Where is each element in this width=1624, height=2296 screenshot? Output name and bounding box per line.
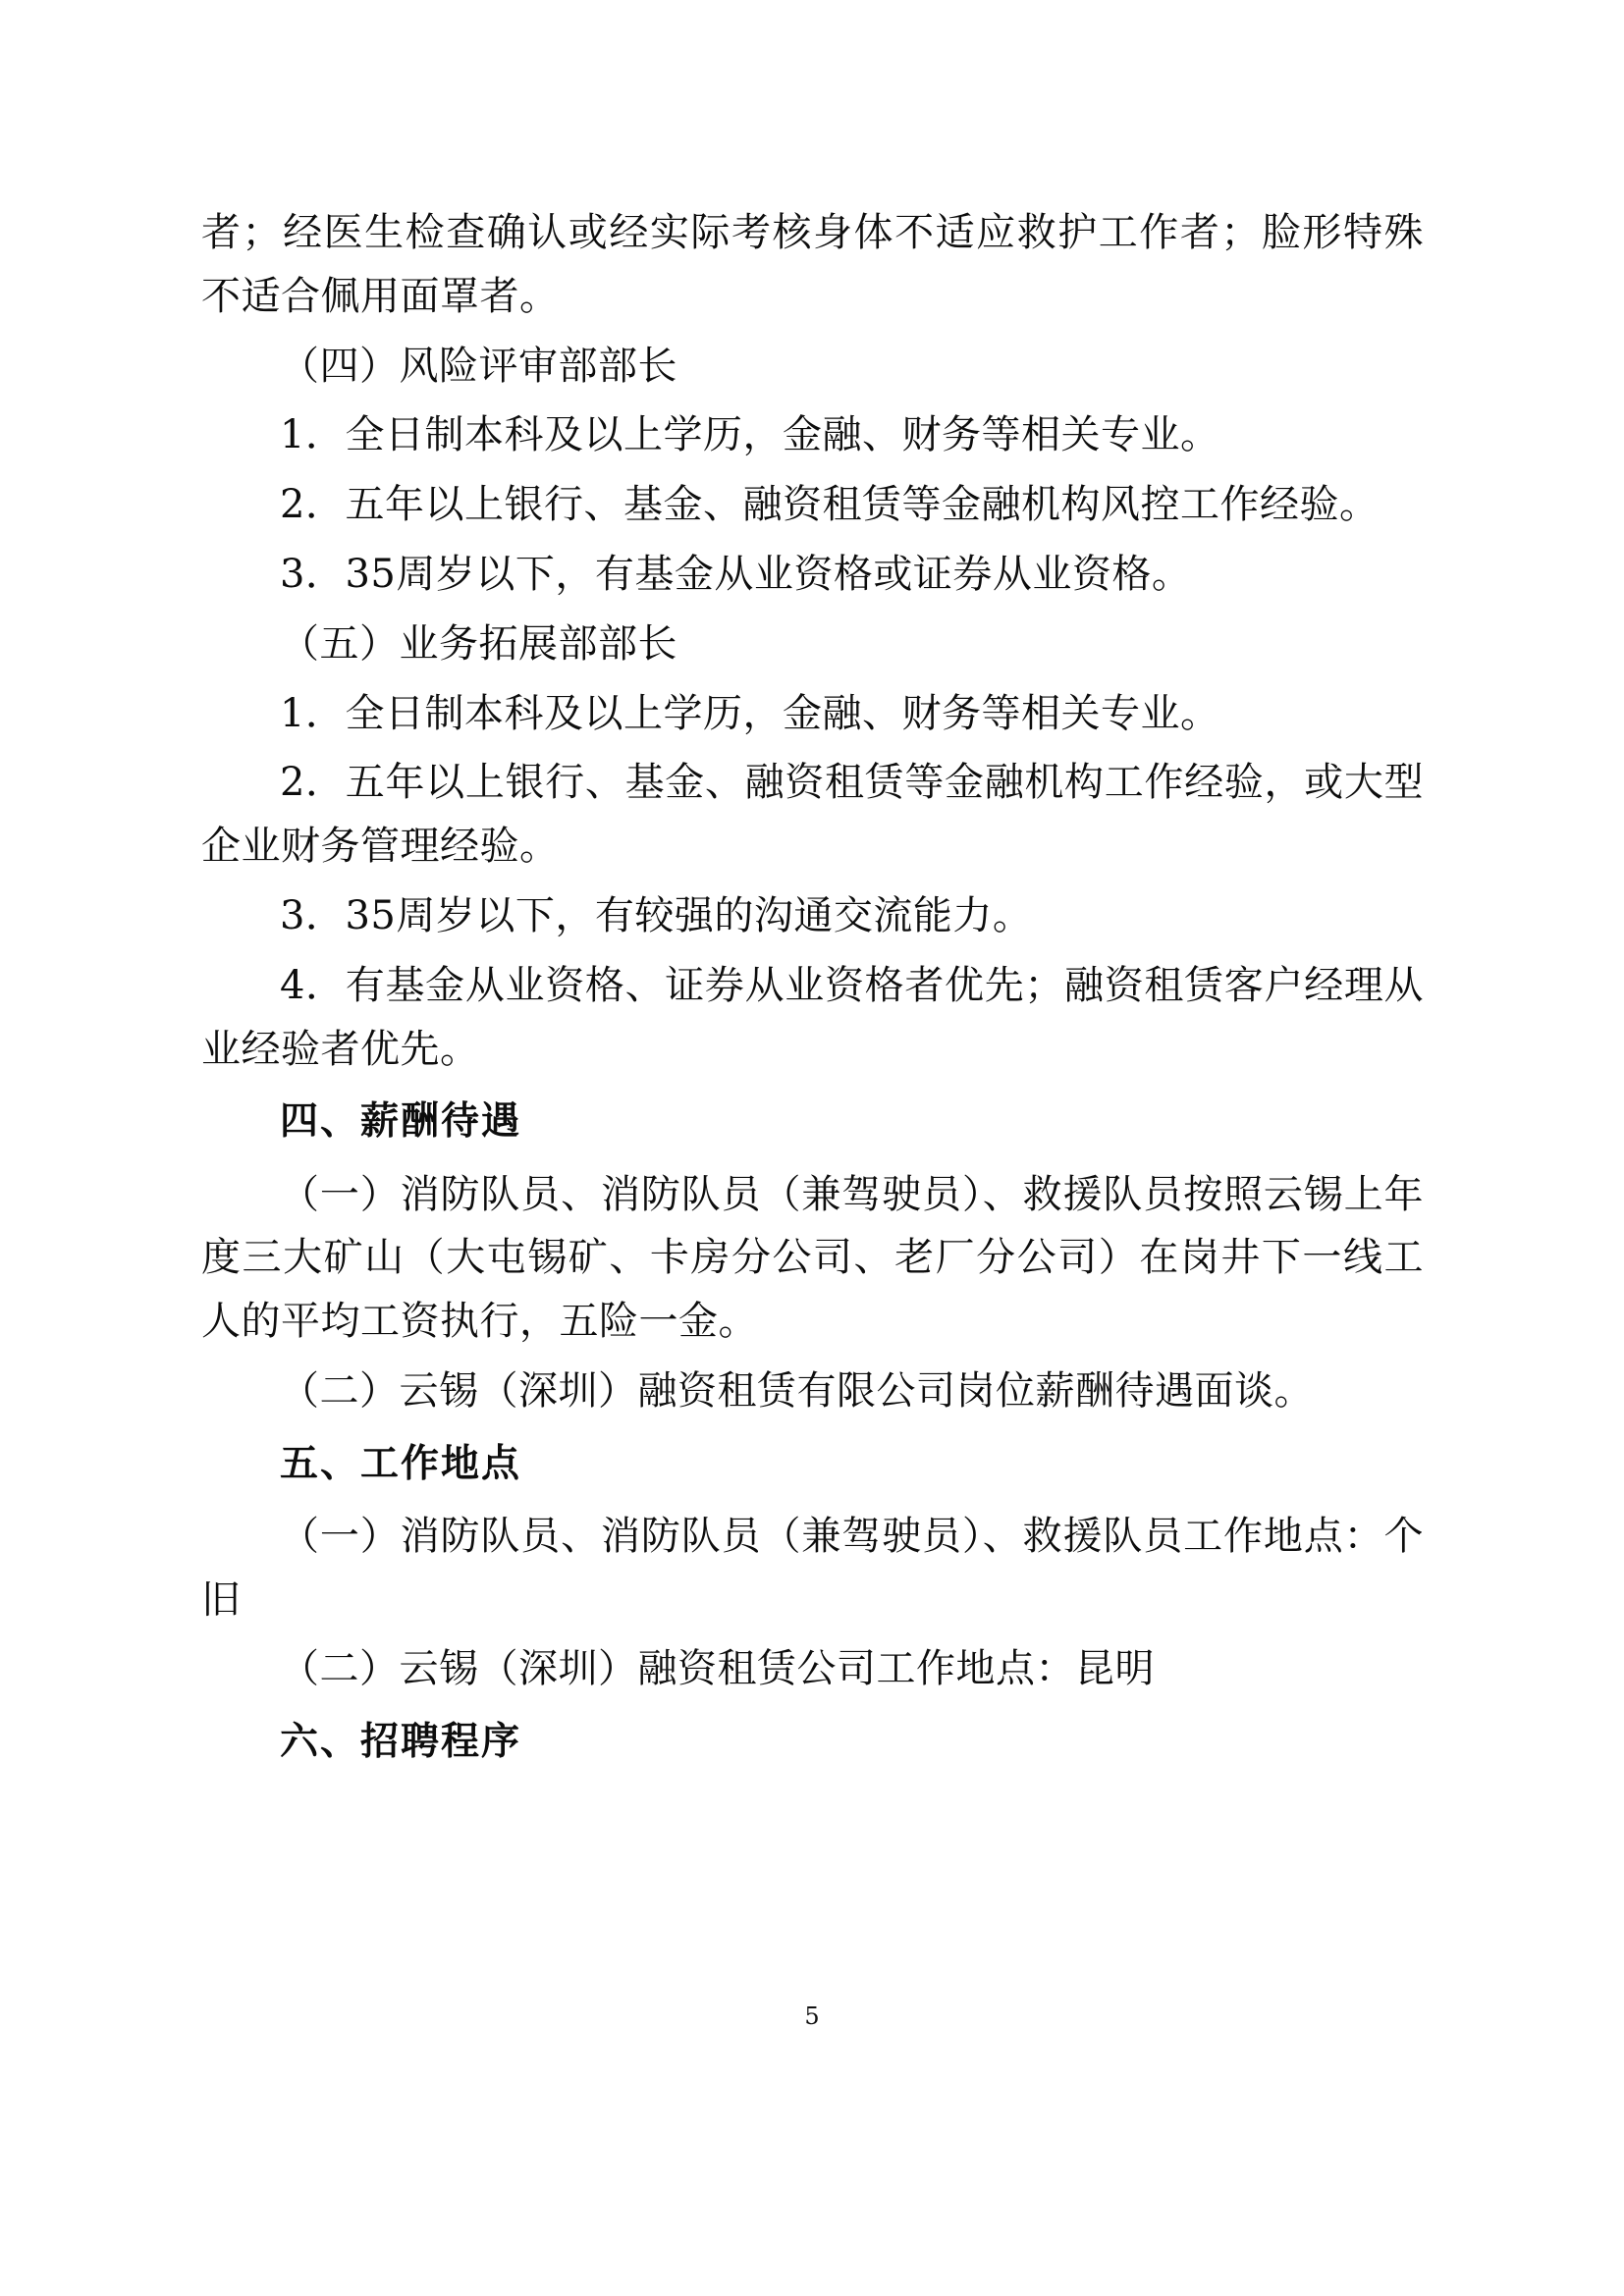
section-heading-five-business-development-director: （五）业务拓展部部长 — [280, 620, 677, 667]
requirement-item: 2．五年以上银行、基金、融资租赁等金融机构风控工作经验。 — [280, 482, 1380, 528]
paragraph-continuation: 者；经医生检查确认或经实际考核身体不适应救护工作者；脸形特殊不适合佩用面罩者。 — [201, 210, 1424, 319]
section-title-recruitment-procedure: 六、招聘程序 — [280, 1720, 522, 1765]
requirement-item: 2．五年以上银行、基金、融资租赁等金融机构工作经验，或大型企业财务管理经验。 — [201, 760, 1424, 870]
salary-item: （二）云锡（深圳）融资租赁有限公司岗位薪酬待遇面谈。 — [280, 1367, 1314, 1414]
section-title-work-location: 五、工作地点 — [280, 1441, 522, 1486]
location-item: （一）消防队员、消防队员（兼驾驶员）、救援队员工作地点：个旧 — [201, 1513, 1424, 1623]
location-item: （二）云锡（深圳）融资租赁公司工作地点：昆明 — [280, 1646, 1155, 1692]
section-heading-four-risk-review-director: （四）风险评审部部长 — [280, 343, 677, 389]
requirement-item: 3．35周岁以下，有较强的沟通交流能力。 — [280, 892, 1033, 938]
requirement-item: 1．全日制本科及以上学历，金融、财务等相关专业。 — [280, 412, 1220, 458]
requirement-item: 4．有基金从业资格、证券从业资格者优先；融资租赁客户经理从业经验者优先。 — [201, 962, 1424, 1072]
page-number: 5 — [804, 2002, 820, 2030]
requirement-item: 3．35周岁以下，有基金从业资格或证券从业资格。 — [280, 551, 1192, 597]
salary-item: （一）消防队员、消防队员（兼驾驶员）、救援队员按照云锡上年度三大矿山（大屯锡矿、卡房分公司、老厂分公司）在岗井下一线工人的平均工资执行，五险一金。 — [201, 1171, 1424, 1345]
document-body — [201, 201, 1424, 1783]
requirement-item: 1．全日制本科及以上学历，金融、财务等相关专业。 — [280, 690, 1220, 736]
section-title-salary: 四、薪酬待遇 — [280, 1099, 522, 1145]
